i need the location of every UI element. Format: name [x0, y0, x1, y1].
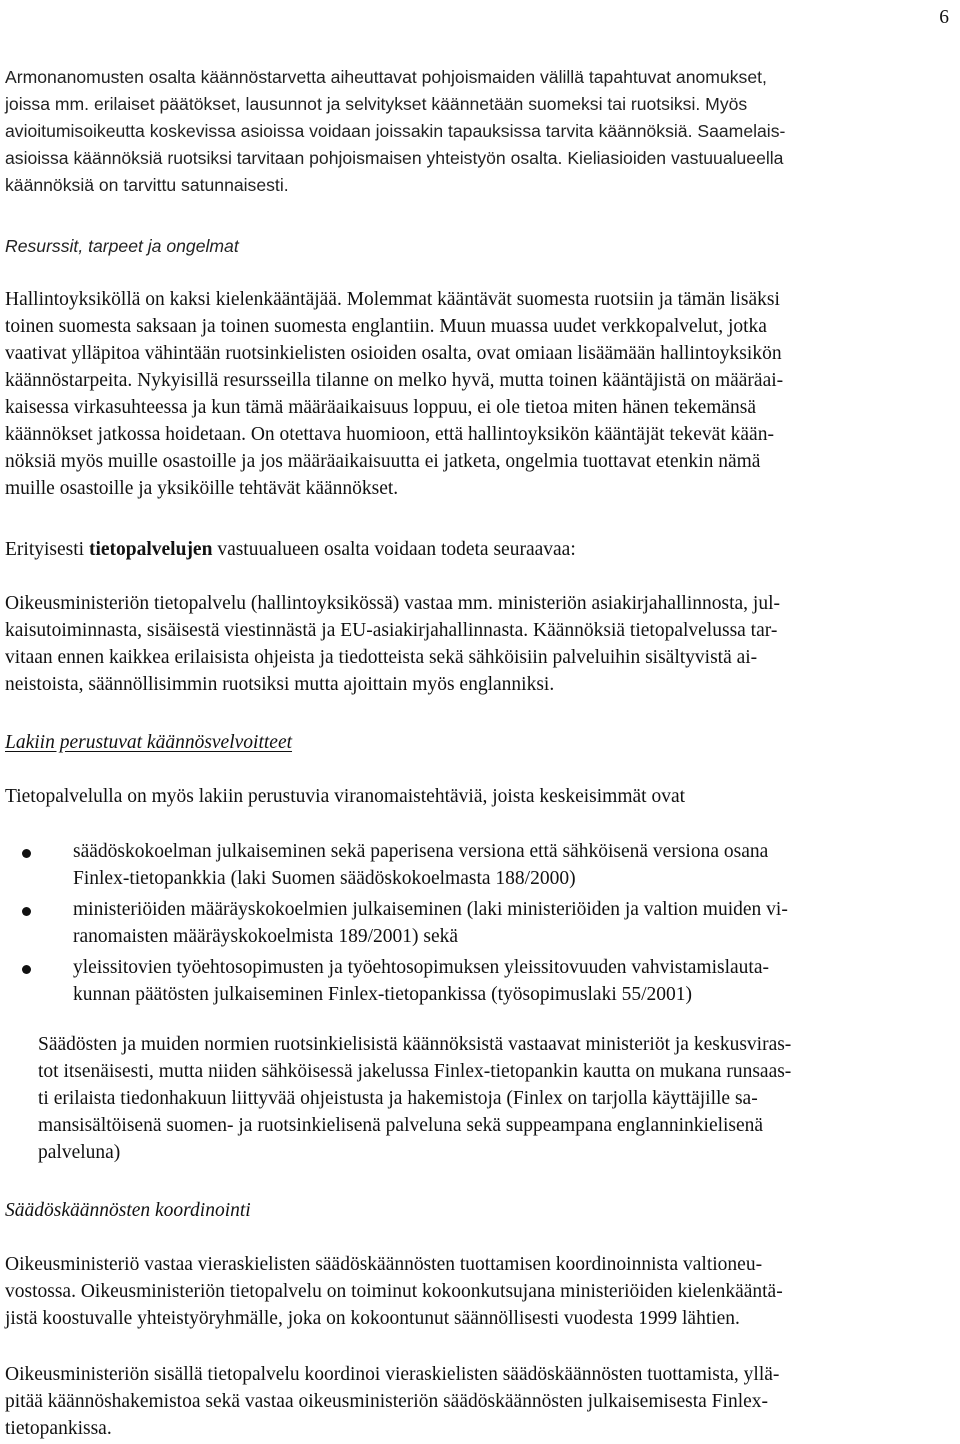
text-line: vostossa. Oikeusministeriön tietopalvelu on toiminut kokoonkutsujana ministeriöiden kielenkääntä- — [5, 1281, 783, 1302]
text-line: Finlex-tietopankkia (laki Suomen säädöskokoelmasta 188/2000) — [73, 868, 576, 889]
text-line: Oikeusministeriö vastaa vieraskielisten säädöskäännösten tuottamisen koordinoinnista valtioneu- — [5, 1254, 763, 1275]
text-line: Oikeusministeriön tietopalvelu (hallintoyksikössä) vastaa mm. ministeriön asiakirjahallinnosta, jul- — [5, 593, 780, 614]
bullet-icon — [22, 965, 31, 974]
text-line: vaativat ylläpitoa vähintään ruotsinkielisten osioiden osalta, ovat omiaan lisäämään hallintoyksikön — [5, 343, 782, 364]
text-run: Erityisesti — [5, 539, 89, 560]
paragraph-viranomaistehtavat: Tietopalvelulla on myös lakiin perustuvia viranomaistehtäviä, joista keskeisimmät ovat — [5, 786, 686, 807]
text-line: käännöksiä on tarvittu satunnaisesti. — [5, 175, 289, 195]
bullet-icon — [22, 907, 31, 916]
list-item-text — [73, 838, 953, 892]
text-line: jistä koostuvalle yhteistyöryhmälle, joka on kokoontunut säännöllisesti vuodesta 1999 lähtien. — [5, 1308, 740, 1329]
text-line: pitää käännöshakemistoa sekä vastaa oikeusministeriön säädöskäännösten julkaisemisesta Finlex- — [5, 1391, 769, 1412]
section-heading-koordinointi: Säädöskäännösten koordinointi — [5, 1200, 251, 1221]
section-heading-resurssit: Resurssit, tarpeet ja ongelmat — [5, 236, 239, 256]
emphasis-tietopalvelujen: tietopalvelujen — [88, 539, 213, 560]
text-line: Oikeusministeriön sisällä tietopalvelu koordinoi vieraskielisten säädöskäännösten tuottamista, yllä- — [5, 1364, 780, 1385]
text-line: mansisältöisenä suomen- ja ruotsinkielisenä palveluna sekä suppeampana englanninkielisenä — [38, 1115, 764, 1136]
section-heading-lakiin-perustuvat — [5, 729, 955, 756]
paragraph-sisainen-koordinointi — [5, 1361, 955, 1442]
paragraph-tietopalvelu — [5, 590, 955, 698]
list-item — [0, 954, 960, 1008]
text-line: Armonanomusten osalta käännöstarvetta aiheuttavat pohjoismaiden välillä tapahtuvat anomukset, — [5, 67, 767, 87]
text-line: joissa mm. erilaiset päätökset, lausunnot ja selvitykset käännetään suomeksi tai ruotsiksi. Myös — [5, 94, 748, 114]
paragraph-resurssit — [5, 286, 955, 502]
text-line: avioitumisoikeutta koskevissa asioissa voidaan joissakin tapauksissa tarvita käännöksiä. Saamelais- — [5, 121, 786, 141]
list-item-text — [73, 896, 953, 950]
text-line: vitaan ennen kaikkea erilaisista ohjeista ja tiedotteista sekä sähköisiin palveluihin sisältyvistä ai- — [5, 647, 758, 668]
page-number: 6 — [939, 7, 949, 28]
text-line: kunnan päätösten julkaiseminen Finlex-tietopankissa (työsopimuslaki 55/2001) — [73, 984, 693, 1005]
text-line: ti erilaista tiedonhakuun liittyvää ohjeistusta ja hakemistoja (Finlex on tarjolla käyttäjille sa- — [38, 1088, 758, 1109]
text-line: tot itsenäisesti, mutta niiden sähköisessä jakelussa Finlex-tietopankin kautta on mukana runsaas- — [38, 1061, 792, 1082]
text-line: tietopankissa. — [5, 1418, 112, 1439]
paragraph-saadosten-kaannokset — [38, 1031, 958, 1166]
list-item — [0, 838, 960, 892]
text-line: toinen suomesta saksaan ja toinen suomesta englantiin. Muun muassa uudet verkkopalvelut, jotka — [5, 316, 767, 337]
text-line: palveluna) — [38, 1142, 121, 1163]
heading-text: Lakiin perustuvat käännösvelvoitteet — [5, 732, 293, 753]
text-run: vastuualueen osalta voidaan todeta seuraavaa: — [212, 539, 576, 560]
text-line: ranomaisten määräyskokoelmista 189/2001) sekä — [73, 926, 459, 947]
text-line: neistoista, säännöllisimmin ruotsiksi mutta ajoittain myös englanniksi. — [5, 674, 555, 695]
text-line: kaisessa virkasuhteessa ja kun tämä määräaikaisuus loppuu, ei ole tietoa miten hänen tekemänsä — [5, 397, 757, 418]
text-line: ministeriöiden määräyskokoelmien julkaiseminen (laki ministeriöiden ja valtion muiden vi- — [73, 899, 788, 920]
list-item-text — [73, 954, 953, 1008]
text-line: säädöskokoelman julkaiseminen sekä paperisena versiona että sähköisenä versiona osana — [73, 841, 769, 862]
paragraph-armonanomukset — [5, 64, 955, 199]
text-line: kaisutoiminnasta, sisäisestä viestinnästä ja EU-asiakirjahallinnasta. Käännöksiä tietopalvelussa tar- — [5, 620, 778, 641]
text-line: käännöstarpeita. Nykyisillä resursseilla tilanne on melko hyvä, mutta toinen kääntäjistä on määräai- — [5, 370, 784, 391]
text-line: Hallintoyksiköllä on kaksi kielenkääntäjää. Molemmat kääntävät suomesta ruotsiin ja tämän lisäksi — [5, 289, 780, 310]
text-line: muille osastoille ja yksiköille tehtävät käännökset. — [5, 478, 399, 499]
text-line: yleissitovien työehtosopimusten ja työehtosopimuksen yleissitovuuden vahvistamislauta- — [73, 957, 769, 978]
list-item — [0, 896, 960, 950]
text-line: nöksiä myös muille osastoille ja jos määräaikaisuutta ei jatketa, ongelmia tuottavat etenkin nämä — [5, 451, 761, 472]
text-line: käännökset jatkossa hoidetaan. On otettava huomioon, että hallintoyksikön kääntäjät tekevät kään- — [5, 424, 774, 445]
paragraph-koordinointi — [5, 1251, 955, 1332]
bullet-icon — [22, 849, 31, 858]
text-line: Säädösten ja muiden normien ruotsinkielisistä käännöksistä vastaavat ministeriöt ja keskusviras- — [38, 1034, 792, 1055]
text-line: asioissa käännöksiä ruotsiksi tarvitaan pohjoismaisen yhteistyön osalta. Kieliasioiden vastuualueella — [5, 148, 784, 168]
paragraph-tietopalvelujen-intro — [5, 536, 955, 563]
